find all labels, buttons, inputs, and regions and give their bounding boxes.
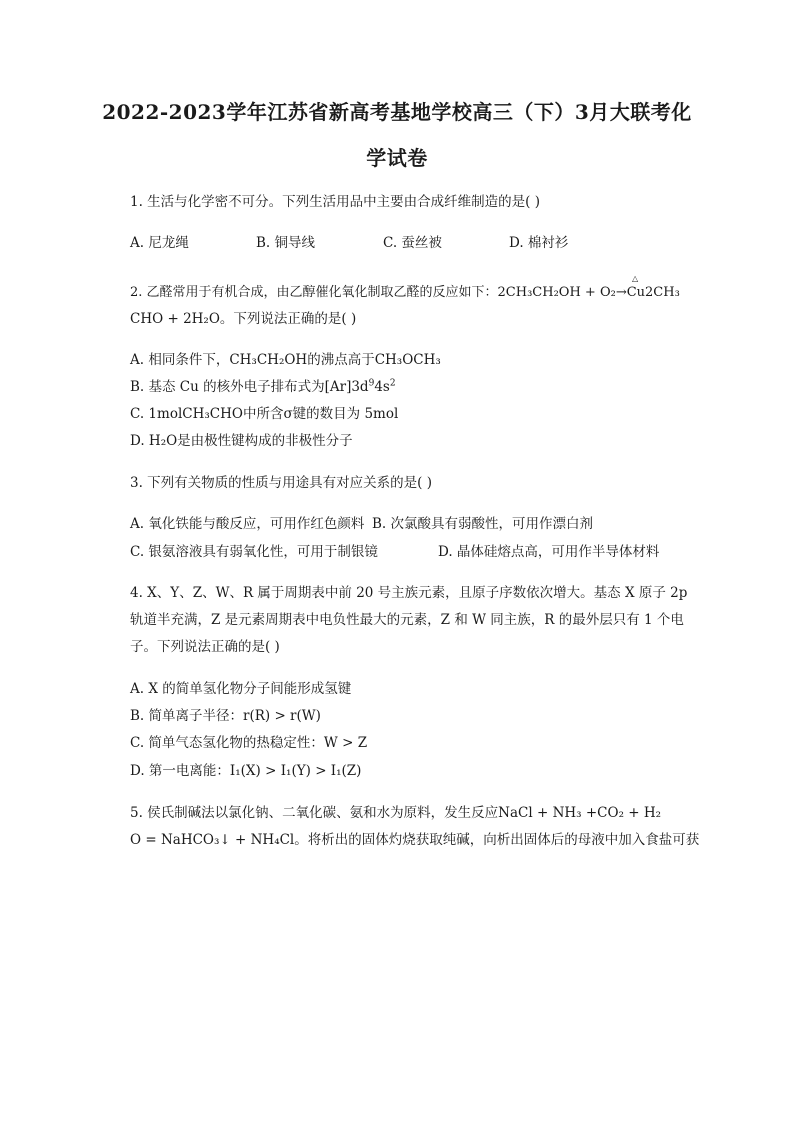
question-1-option-d: D. 棉衬衫	[509, 235, 569, 251]
question-4-option-d: D. 第一电离能：I₁(X) > I₁(Y) > I₁(Z)	[130, 763, 362, 779]
question-2-option-b-text-2: 4s	[374, 379, 390, 395]
superscript: 9	[368, 378, 375, 389]
question-4-option-c: C. 简单气态氢化物的热稳定性：W > Z	[130, 735, 368, 751]
question-1-option-a: A. 尼龙绳	[130, 235, 189, 251]
question-1-option-c: C. 蚕丝被	[383, 235, 442, 251]
question-3-option-a: A. 氧化铁能与酸反应，可用作红色颜料	[130, 516, 365, 532]
question-2-option-d: D. H₂O是由极性键构成的非极性分子	[130, 433, 353, 449]
question-3-stem: 3. 下列有关物质的性质与用途具有对应关系的是( )	[130, 475, 432, 491]
heat-symbol: △	[632, 274, 639, 283]
question-2-option-b	[130, 378, 396, 396]
question-5-stem-line1: 5. 侯氏制碱法以氯化钠、二氧化碳、氨和水为原料，发生反应NaCl + NH₃ +CO₂ + H₂	[130, 805, 662, 821]
question-3-option-b: B. 次氯酸具有弱酸性，可用作漂白剂	[372, 516, 594, 532]
question-4-option-a: A. X 的简单氢化物分子间能形成氢键	[130, 681, 352, 697]
question-2-option-b-text: B. 基态 Cu 的核外电子排布式为[Ar]3d	[130, 379, 369, 395]
page-title-continued: 学试卷	[366, 146, 428, 170]
question-4-stem-line1: 4. X、Y、Z、W、R 属于周期表中前 20 号主族元素，且原子序数依次增大。基态 X 原子 2p	[130, 585, 688, 601]
question-4-stem-line3: 子。下列说法正确的是( )	[130, 639, 280, 655]
question-3-option-d: D. 晶体硅熔点高，可用作半导体材料	[438, 544, 660, 560]
question-2-option-a: A. 相同条件下，CH₃CH₂OH的沸点高于CH₃OCH₃	[130, 352, 441, 368]
page-title: 2022-2023学年江苏省新高考基地学校高三（下）3月大联考化	[102, 100, 692, 124]
question-2-stem-line1: 2. 乙醛常用于有机合成，由乙醇催化氧化制取乙醛的反应如下：2CH₃CH₂OH + O₂→Cu2CH₃	[130, 285, 680, 300]
question-1-option-b: B. 铜导线	[256, 235, 316, 251]
question-5-stem-line2: O = NaHCO₃↓ + NH₄Cl。将析出的固体灼烧获取纯碱，向析出固体后的母液中加入食盐可获	[130, 832, 700, 848]
question-1-stem: 1. 生活与化学密不可分。下列生活用品中主要由合成纤维制造的是( )	[130, 194, 540, 210]
superscript-2: 2	[389, 378, 396, 389]
question-3-option-c: C. 银氨溶液具有弱氧化性，可用于制银镜	[130, 544, 378, 560]
question-2-stem-line2: CHO + 2H₂O。下列说法正确的是( )	[130, 311, 357, 327]
question-4-stem-line2: 轨道半充满，Z 是元素周期表中电负性最大的元素，Z 和 W 同主族，R 的最外层只有 1 个电	[130, 612, 684, 628]
question-2-option-c: C. 1molCH₃CHO中所含σ键的数目为 5mol	[130, 406, 399, 422]
question-4-option-b: B. 简单离子半径：r(R) > r(W)	[130, 708, 321, 724]
